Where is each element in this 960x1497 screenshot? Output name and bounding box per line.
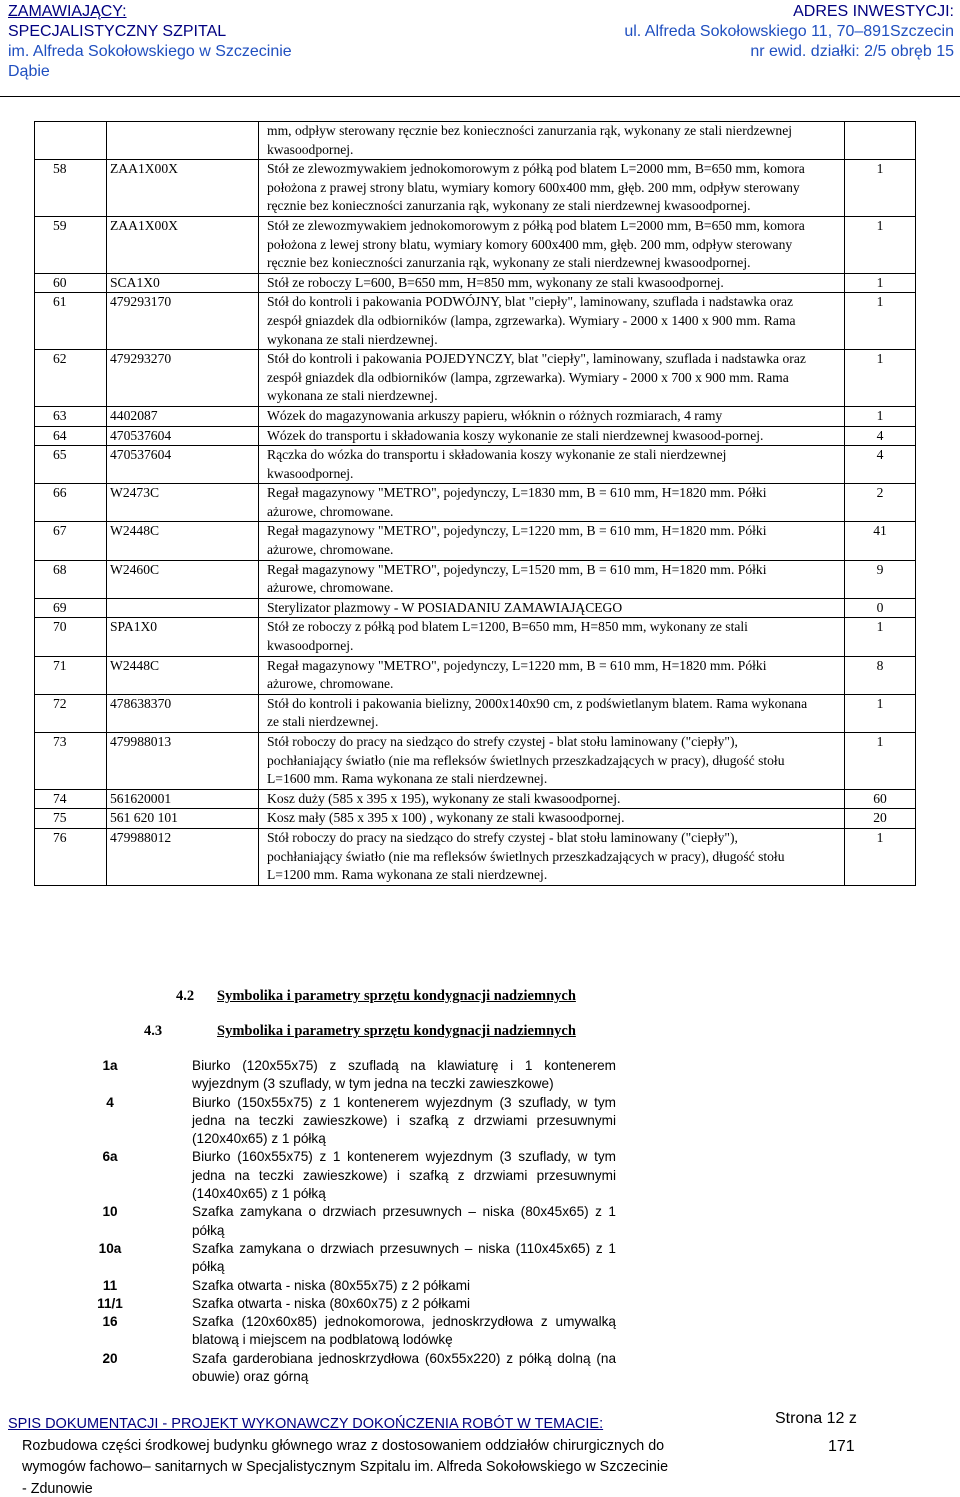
row-number: 71	[35, 656, 107, 694]
table-row	[35, 350, 916, 407]
item-code: SCA1X0	[107, 273, 259, 293]
table-row	[35, 484, 916, 522]
item-code: 470537604	[107, 446, 259, 484]
symbol-row	[34, 1203, 616, 1240]
item-description: Stół ze roboczy L=600, B=650 mm, H=850 mm, wykonany ze stali kwasoodpornej.	[259, 273, 845, 293]
item-quantity: 20	[845, 809, 916, 829]
row-number: 60	[35, 273, 107, 293]
table-row	[35, 426, 916, 446]
row-number	[35, 122, 107, 160]
item-code	[107, 598, 259, 618]
footer-line: Rozbudowa części środkowej budynku głównego wraz z dostosowaniem oddziałów chirurgicznych do	[22, 1438, 665, 1454]
item-quantity: 1	[845, 618, 916, 656]
item-description: Wózek do transportu i składowania koszy wykonanie ze stali nierdzewnej kwasood-pornej.	[259, 426, 845, 446]
item-description: Stół do kontroli i pakowania bielizny, 2000x140x90 cm, z podświetlanym blatem. Rama wykonana ze stali nierdzewnej.	[259, 694, 845, 732]
footer-line: - Zdunowie	[22, 1481, 93, 1497]
row-number: 59	[35, 216, 107, 273]
header-site	[474, 2, 954, 62]
item-code: 561 620 101	[107, 809, 259, 829]
item-description: Stół ze zlewozmywakiem jednokomorowym z półką pod blatem L=2000 mm, B=650 mm, komora położona z prawej strony blatu, wymiary komory 600x400 mm, głęb. 200 mm, odpływ sterowany ręcznie bez konieczności zanurzania rąk, wykonany ze stali nierdzewnej kwasoodpornej.	[259, 160, 845, 217]
item-description: Rączka do wózka do transportu i składowania koszy wykonanie ze stali nierdzewnej kwasoodpornej.	[259, 446, 845, 484]
item-code: 561620001	[107, 789, 259, 809]
item-code: W2448C	[107, 522, 259, 560]
site-label: ADRES INWESTYCJI:	[793, 3, 954, 20]
item-quantity	[845, 122, 916, 160]
symbol-code: 4	[106, 1094, 114, 1110]
row-number: 67	[35, 522, 107, 560]
table-row	[35, 828, 916, 885]
item-code: W2460C	[107, 560, 259, 598]
page-header	[0, 0, 960, 97]
symbol-description: Szafka zamykana o drzwiach przesuwnych – niska (80x45x65) z 1 półką	[192, 1204, 616, 1238]
item-description: Kosz duży (585 x 395 x 195), wykonany ze stali kwasoodpornej.	[259, 789, 845, 809]
symbol-code: 20	[102, 1350, 118, 1366]
table-row	[35, 694, 916, 732]
item-description: Regał magazynowy "METRO", pojedynczy, L=1830 mm, B = 610 mm, H=1820 mm. Półki ażurowe, chromowane.	[259, 484, 845, 522]
item-description: Stół roboczy do pracy na siedząco do strefy czystej - blat stołu laminowany ("ciepły"), pochłaniający światło (nie ma refleksów świetlnych przeszkadzających w pracy), długość stołu L=1200 mm. Rama wykonana ze stali nierdzewnej.	[259, 828, 845, 885]
site-plot: nr ewid. działki: 2/5 obręb 15	[750, 43, 954, 60]
symbol-code: 1a	[102, 1058, 118, 1073]
item-description: mm, odpływ sterowany ręcznie bez konieczności zanurzania rąk, wykonany ze stali nierdzewnej kwasoodpornej.	[259, 122, 845, 160]
symbol-code: 11	[102, 1277, 118, 1293]
item-quantity: 9	[845, 560, 916, 598]
table-row	[35, 598, 916, 618]
page-total: 171	[828, 1438, 855, 1455]
row-number: 70	[35, 618, 107, 656]
symbol-row	[34, 1057, 616, 1094]
item-code: 4402087	[107, 406, 259, 426]
item-description: Regał magazynowy "METRO", pojedynczy, L=1220 mm, B = 610 mm, H=1820 mm. Półki ażurowe, chromowane.	[259, 656, 845, 694]
item-quantity: 41	[845, 522, 916, 560]
symbol-code: 11/1	[97, 1295, 123, 1311]
section-title: Symbolika i parametry sprzętu kondygnacji nadziemnych	[217, 1023, 576, 1039]
item-quantity: 1	[845, 694, 916, 732]
item-quantity: 1	[845, 828, 916, 885]
item-code: ZAA1X00X	[107, 216, 259, 273]
symbol-description: Szafka otwarta - niska (80x55x75) z 2 półkami	[192, 1277, 471, 1293]
item-code: 479988012	[107, 828, 259, 885]
row-number: 65	[35, 446, 107, 484]
item-quantity: 4	[845, 426, 916, 446]
table-row	[35, 160, 916, 217]
item-description: Stół do kontroli i pakowania PODWÓJNY, blat "ciepły", laminowany, szuflada i nadstawka oraz zespół gniazdek dla odbiorników (lampa, zgrzewarka). Wymiary - 2000 x 1400 x 900 mm. Rama wykonana ze stali nierdzewnej.	[259, 293, 845, 350]
item-description: Wózek do magazynowania arkuszy papieru, włóknin o różnych rozmiarach, 4 ramy	[259, 406, 845, 426]
row-number: 62	[35, 350, 107, 407]
symbol-description: Biurko (150x55x75) z 1 kontenerem wyjezdnym (3 szuflady, w tym jedna na teczki zawieszkowe) i szafką z drzwiami przesuwnymi (120x40x65) z 1 półką	[192, 1094, 616, 1147]
symbol-row	[34, 1350, 616, 1387]
item-description: Stół do kontroli i pakowania POJEDYNCZY, blat "ciepły", laminowany, szuflada i nadstawka oraz zespół gniazdek dla odbiorników (lampa, zgrzewarka). Wymiary - 2000 x 700 x 900 mm. Rama wykonana ze stali nierdzewnej.	[259, 350, 845, 407]
table-row	[35, 446, 916, 484]
item-code: ZAA1X00X	[107, 160, 259, 217]
symbol-row	[34, 1240, 616, 1277]
client-name-line2: im. Alfreda Sokołowskiego w Szczecinie	[8, 43, 292, 60]
item-quantity: 0	[845, 598, 916, 618]
item-quantity: 1	[845, 216, 916, 273]
symbol-row	[34, 1148, 616, 1203]
header-client	[8, 2, 478, 82]
item-code: W2473C	[107, 484, 259, 522]
table-row	[35, 618, 916, 656]
item-quantity: 4	[845, 446, 916, 484]
item-description: Kosz mały (585 x 395 x 100) , wykonany ze stali kwasoodpornej.	[259, 809, 845, 829]
table-row	[35, 273, 916, 293]
item-code: W2448C	[107, 656, 259, 694]
symbol-row	[34, 1277, 616, 1295]
table-row	[35, 122, 916, 160]
row-number: 74	[35, 789, 107, 809]
symbol-code: 10	[102, 1204, 118, 1220]
client-name: SPECJALISTYCZNY SZPITAL	[8, 23, 227, 40]
row-number: 66	[35, 484, 107, 522]
table-row	[35, 216, 916, 273]
item-quantity: 1	[845, 293, 916, 350]
symbol-description: Szafa garderobiana jednoskrzydłowa (60x55x220) z półką dolną (na obuwie) oraz górną	[192, 1350, 616, 1385]
section-title: Symbolika i parametry sprzętu kondygnacji nadziemnych	[217, 988, 576, 1004]
row-number: 64	[35, 426, 107, 446]
table-row	[35, 809, 916, 829]
item-code: SPA1X0	[107, 618, 259, 656]
symbol-description: Szafka (120x60x85) jednokomorowa, jednoskrzydłowa z umywalką blatową i miejscem na podblatową lodówkę	[192, 1314, 616, 1348]
item-code: 479293270	[107, 350, 259, 407]
symbol-description: Biurko (120x55x75) z szufladą na klawiaturę i 1 kontenerem wyjezdnym (3 szuflady, w tym jedna na teczki zawieszkowe)	[192, 1058, 616, 1092]
item-code: 478638370	[107, 694, 259, 732]
symbol-row	[34, 1295, 616, 1313]
item-quantity: 2	[845, 484, 916, 522]
site-address: ul. Alfreda Sokołowskiego 11, 70–891Szczecin	[624, 23, 954, 40]
item-description: Regał magazynowy "METRO", pojedynczy, L=1520 mm, B = 610 mm, H=1820 mm. Półki ażurowe, chromowane.	[259, 560, 845, 598]
item-quantity: 1	[845, 733, 916, 790]
table-row	[35, 789, 916, 809]
symbol-row	[34, 1313, 616, 1350]
row-number: 58	[35, 160, 107, 217]
table-row	[35, 522, 916, 560]
footer-line: wymogów fachowo– sanitarnych w Specjalistycznym Szpitalu im. Alfreda Sokołowskiego w Szczecinie	[22, 1459, 669, 1475]
equipment-table	[34, 121, 916, 886]
item-code: 470537604	[107, 426, 259, 446]
table-row	[35, 656, 916, 694]
item-quantity: 1	[845, 273, 916, 293]
item-quantity: 1	[845, 160, 916, 217]
footer-title: SPIS DOKUMENTACJI - PROJEKT WYKONAWCZY DOKOŃCZENIA ROBÓT W TEMACIE:	[8, 1416, 604, 1432]
item-code: 479988013	[107, 733, 259, 790]
item-description: Stół roboczy do pracy na siedząco do strefy czystej - blat stołu laminowany ("ciepły"), pochłaniający światło (nie ma refleksów świetlnych przeszkadzających w pracy), długość stołu L=1600 mm. Rama wykonana ze stali nierdzewnej.	[259, 733, 845, 790]
symbol-description: Szafka zamykana o drzwiach przesuwnych – niska (110x45x65) z 1 półką	[192, 1240, 616, 1275]
client-name-line3: Dąbie	[8, 63, 50, 80]
row-number: 75	[35, 809, 107, 829]
symbol-code: 10a	[98, 1240, 122, 1256]
item-quantity: 1	[845, 406, 916, 426]
item-description: Regał magazynowy "METRO", pojedynczy, L=1220 mm, B = 610 mm, H=1820 mm. Półki ażurowe, chromowane.	[259, 522, 845, 560]
item-code	[107, 122, 259, 160]
row-number: 61	[35, 293, 107, 350]
item-description: Stół ze roboczy z półką pod blatem L=1200, B=650 mm, H=850 mm, wykonany ze stali kwasoodpornej.	[259, 618, 845, 656]
table-row	[35, 406, 916, 426]
item-quantity: 60	[845, 789, 916, 809]
row-number: 69	[35, 598, 107, 618]
item-code: 479293170	[107, 293, 259, 350]
item-quantity: 1	[845, 350, 916, 407]
client-label: ZAMAWIAJĄCY:	[8, 3, 127, 20]
section-number: 4.3	[144, 1023, 163, 1039]
item-description: Sterylizator plazmowy - W POSIADANIU ZAMAWIAJĄCEGO	[259, 598, 845, 618]
row-number: 72	[35, 694, 107, 732]
table-row	[35, 733, 916, 790]
symbol-table	[34, 1057, 616, 1386]
section-number: 4.2	[176, 988, 195, 1004]
symbol-code: 6a	[102, 1149, 118, 1165]
row-number: 76	[35, 828, 107, 885]
symbol-row	[34, 1094, 616, 1149]
symbol-description: Szafka otwarta - niska (80x60x75) z 2 półkami	[192, 1295, 471, 1311]
page-number: Strona 12 z	[775, 1410, 857, 1427]
symbol-description: Biurko (160x55x75) z 1 kontenerem wyjezdnym (3 szuflady, w tym jedna na teczki zawieszkowe) i szafką z drzwiami przesuwnymi (140x40x65) z 1 półką	[192, 1149, 616, 1202]
table-row	[35, 560, 916, 598]
row-number: 73	[35, 733, 107, 790]
item-description: Stół ze zlewozmywakiem jednokomorowym z półką pod blatem L=2000 mm, B=650 mm, komora położona z lewej strony blatu, wymiary komory 600x400 mm, głęb. 200 mm, odpływ sterowany ręcznie bez konieczności zanurzania rąk, wykonany ze stali nierdzewnej kwasoodpornej.	[259, 216, 845, 273]
symbol-code: 16	[102, 1314, 118, 1330]
item-quantity: 8	[845, 656, 916, 694]
table-row	[35, 293, 916, 350]
row-number: 68	[35, 560, 107, 598]
row-number: 63	[35, 406, 107, 426]
